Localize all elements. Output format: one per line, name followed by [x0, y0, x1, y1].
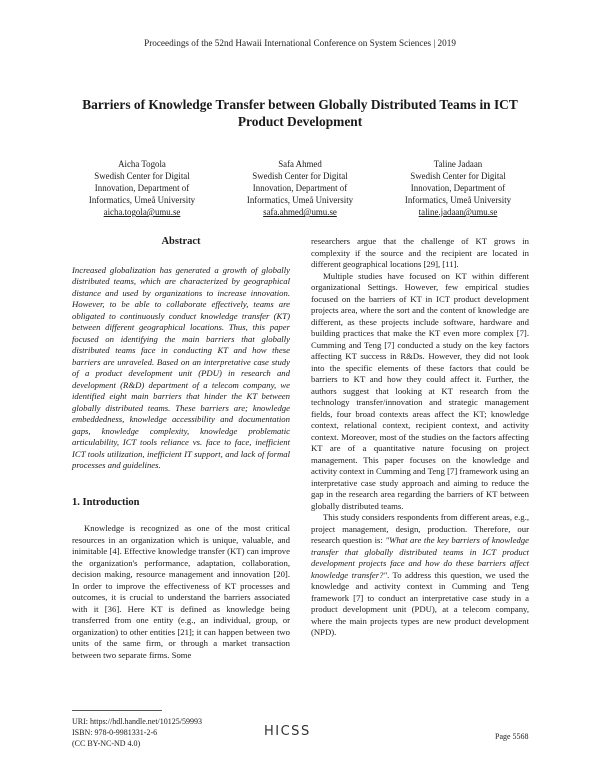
- author-name: Safa Ahmed: [278, 159, 322, 169]
- author-block: [72, 158, 528, 218]
- author-email-link[interactable]: taline.jadaan@umu.se: [418, 207, 498, 217]
- research-question: "What are the key barriers of knowledge transfer that globally distributed teams in ICT product development projects face and how do these barriers affect knowledge transfer?": [311, 535, 529, 580]
- author-1: [72, 158, 212, 218]
- author-name: Taline Jadaan: [433, 159, 483, 169]
- author-email-link[interactable]: safa.ahmed@umu.se: [263, 207, 337, 217]
- proceedings-header: Proceedings of the 52nd Hawaii International Conference on System Sciences | 2019: [144, 38, 456, 48]
- author-affiliation-line: Swedish Center for Digital: [94, 171, 190, 181]
- footer-divider: [72, 710, 162, 711]
- body-paragraph: researchers argue that the challenge of KT grows in complexity if the source and the recipient are located in different geographical locations [29], [11].: [311, 236, 529, 269]
- paragraph-text: . To address this question, we used the knowledge and activity context in Cumming and Teng framework [7] to conduct an interpretative case study in a product development unit (PDU), at a telecom company, where the main projects types are new product development (NPD).: [311, 569, 530, 637]
- footer-info: [72, 716, 202, 749]
- footer-license: (CC BY-NC-ND 4.0): [72, 739, 141, 748]
- author-affiliation-line: Informatics, Umeå University: [404, 195, 512, 205]
- intro-paragraph: Knowledge is recognized as one of the most critical resources in an organization which is unique, valuable, and inimitable [4]. Effective knowledge transfer (KT) can improve the organization's performance, adaptation, collaboration, decision making, resource management and innovation [20]. In order to improve the effectiveness of KT processes and outcomes, it is crucial to understand the barriers associated with it [36]. Here KT is defined as knowledge being transferred from one entity (e.g., an individual, group, or organization) to other entities [21]; it can happen between two units of the same firm, or through a market transaction between two separate firms. Some: [72, 523, 290, 660]
- author-affiliation-line: Swedish Center for Digital: [410, 171, 506, 181]
- right-column: [311, 236, 529, 639]
- footer-isbn: ISBN: 978-0-9981331-2-6: [72, 728, 158, 737]
- author-3: [388, 158, 528, 218]
- page-number: Page 5568: [495, 732, 529, 741]
- paragraph-text: This study considers respondents from different areas, e.g., project management, design, production. Therefore, our research question is:: [311, 512, 529, 545]
- introduction-heading: 1. Introduction: [72, 496, 140, 508]
- author-affiliation-line: Swedish Center for Digital: [252, 171, 348, 181]
- body-paragraph: Multiple studies have focused on KT within different organizational Settings. However, few empirical studies focused on the barriers of KT in ICT product development projects area, where the sort and the content of knowledge are different, as these projects include software, hardware and building practices that make the KT even more complex [7]. Cumming and Teng [7] conducted a study on the key factors affecting KT success in R&Ds. However, they did not look into the specific elements of these factors that could be barriers to KT and how they could affect it. Further, the authors suggest that looking at KT research from the technology transfer/innovation and strategic management fields, four broad contexts areas affect the KT; knowledge context, relational context, recipient context, and activity context. Moreover, most of the studies on the factors affecting KT are of a quantitative nature focusing on project management. This paper focuses on the knowledge and activity context in Cumming and Teng [7] framework using an interpretative case study approach and aiming to reduce the gap in the research area regarding the barriers of KT between globally distributed teams.: [311, 270, 529, 511]
- abstract-text: Increased globalization has generated a growth of globally distributed teams, which are characterized by geographical distance and used by organizations to increase innovation. However, to be able to collaborate effectively, teams are obligated to continuously conduct knowledge transfer (KT) between different geographical locations. Thus, this paper focused on identifying the main barriers that globally distributed teams face in conducting KT and how these barriers are unraveled. Based on an interpretative case study of a product development unit (PDU) in research and development (R&D) department of a telecom company, we identified eight main barriers that hinder the KT between globally distributed teams. These barriers are; knowledge embeddedness, knowledge accessibility and documentation gaps, knowledge complexity, knowledge problematic articulability, ICT tools reliance vs. face to face, inefficient ICT tools utilization, inefficient IT support, and lack of formal processes and guidelines.: [72, 264, 290, 470]
- footer-uri[interactable]: URI: https://hdl.handle.net/10125/59993: [72, 717, 202, 726]
- hicss-logo: HICSS: [264, 724, 311, 739]
- author-email-link[interactable]: aicha.togola@umu.se: [103, 207, 181, 217]
- author-affiliation-line: Innovation, Department of: [252, 183, 348, 193]
- left-column: [72, 236, 290, 661]
- author-affiliation-line: Informatics, Umeå University: [88, 195, 196, 205]
- paper-title: Barriers of Knowledge Transfer between Globally Distributed Teams in ICT Product Development: [82, 97, 518, 129]
- author-affiliation-line: Informatics, Umeå University: [246, 195, 354, 205]
- author-2: [230, 158, 370, 218]
- abstract-heading: Abstract: [161, 236, 201, 247]
- author-affiliation-line: Innovation, Department of: [94, 183, 190, 193]
- author-name: Aicha Togola: [118, 159, 166, 169]
- research-question-paragraph: [311, 512, 529, 639]
- author-affiliation-line: Innovation, Department of: [410, 183, 506, 193]
